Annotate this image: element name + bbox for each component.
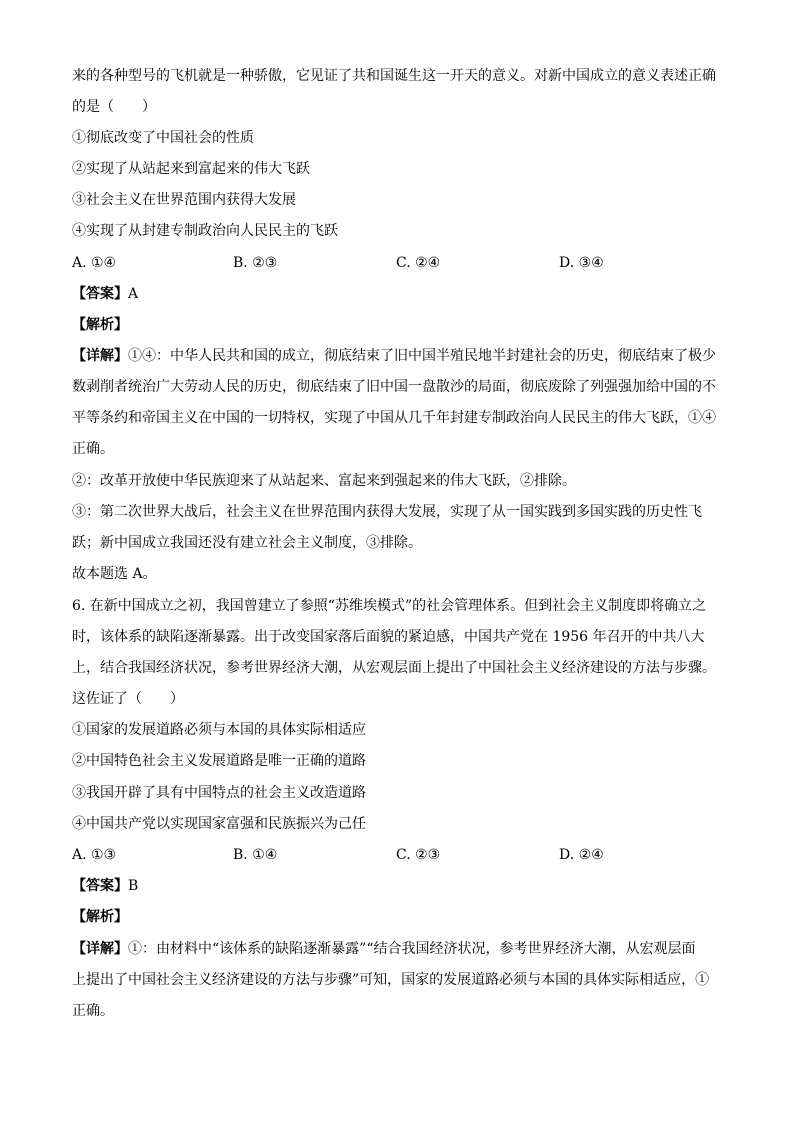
q5-item: ②实现了从站起来到富起来的伟大飞跃: [72, 161, 310, 177]
answer-value: A: [128, 286, 139, 302]
q6-stem-line: 这佐证了（ ）: [72, 691, 184, 707]
q6-item: ②中国特色社会主义发展道路是唯一正确的道路: [72, 753, 366, 769]
q6-stem-line: 时，该体系的缺陷逐渐暴露。出于改变国家落后面貌的紧迫感，中国共产党在 1956 年召开的中共八大: [72, 629, 705, 645]
q5-stem-line: 的是（ ）: [72, 99, 156, 115]
answer-value: B: [128, 878, 139, 894]
q6-detail-line: [72, 939, 722, 959]
detail-tag: 【详解】: [72, 348, 128, 364]
q6-option-d: D. ②④: [559, 847, 604, 863]
q6-answer: [72, 876, 722, 896]
answer-tag: 【答案】: [72, 286, 128, 302]
q5-detail-line: 故本题选 A。: [72, 566, 157, 582]
analysis-tag: 【解析】: [72, 909, 128, 925]
q5-options: [72, 253, 722, 273]
detail-text: ①④：中华人民共和国的成立，彻底结束了旧中国半殖民地半封建社会的历史，彻底结束了极少: [128, 348, 716, 364]
q6-options: [72, 845, 722, 865]
q6-option-a: A. ①③: [72, 847, 117, 863]
analysis-tag: 【解析】: [72, 317, 128, 333]
q6-item: ①国家的发展道路必须与本国的具体实际相适应: [72, 722, 366, 738]
q6-option-b: B. ①④: [233, 847, 278, 863]
q5-option-c: C. ②④: [396, 255, 441, 271]
answer-tag: 【答案】: [72, 878, 128, 894]
q5-option-d: D. ③④: [559, 255, 604, 271]
q5-detail-line: [72, 346, 722, 366]
q5-detail-line: 跃；新中国成立我国还没有建立社会主义制度，③排除。: [72, 535, 422, 551]
q6-analysis: [72, 907, 722, 927]
q5-stem-line: 来的各种型号的飞机就是一种骄傲，它见证了共和国诞生这一开天的意义。对新中国成立的意义表述正确: [72, 68, 716, 84]
q5-answer: [72, 284, 722, 304]
q6-stem-line: 6. 在新中国成立之初，我国曾建立了参照“苏维埃模式”的社会管理体系。但到社会主义制度即将确立之: [72, 598, 707, 614]
q5-item: ③社会主义在世界范围内获得大发展: [72, 192, 296, 208]
q5-detail-line: 正确。: [72, 441, 114, 457]
q6-stem-line: 上，结合我国经济状况，参考世界经济大潮，从宏观层面上提出了中国社会主义经济建设的方法与步骤。: [72, 660, 716, 676]
q5-detail-line: 数剥削者统治广大劳动人民的历史，彻底结束了旧中国一盘散沙的局面，彻底废除了列强强加给中国的不: [72, 379, 716, 395]
q5-option-b: B. ②③: [233, 255, 278, 271]
q5-item: ①彻底改变了中国社会的性质: [72, 130, 254, 146]
q5-detail-line: ②：改革开放使中华民族迎来了从站起来、富起来到强起来的伟大飞跃，②排除。: [72, 473, 576, 489]
q6-detail-line: 正确。: [72, 1003, 114, 1019]
detail-tag: 【详解】: [72, 941, 128, 957]
q5-detail-line: ③：第二次世界大战后，社会主义在世界范围内获得大发展，实现了从一国实践到多国实践的历史性飞: [72, 504, 702, 520]
q5-analysis: [72, 315, 722, 335]
detail-text: ①：由材料中“该体系的缺陷逐渐暴露”“结合我国经济状况，参考世界经济大潮，从宏观层面: [128, 941, 696, 957]
q5-detail-line: 平等条约和帝国主义在中国的一切特权，实现了中国从几千年封建专制政治向人民民主的伟大飞跃，①④: [72, 410, 716, 426]
q6-item: ④中国共产党以实现国家富强和民族振兴为己任: [72, 816, 366, 832]
q6-option-c: C. ②③: [396, 847, 441, 863]
q5-option-a: A. ①④: [72, 255, 117, 271]
q5-item: ④实现了从封建专制政治向人民民主的飞跃: [72, 223, 338, 239]
q6-detail-line: 上提出了中国社会主义经济建设的方法与步骤”可知，国家的发展道路必须与本国的具体实际相适应，①: [72, 972, 710, 988]
q6-item: ③我国开辟了具有中国特点的社会主义改造道路: [72, 785, 366, 801]
